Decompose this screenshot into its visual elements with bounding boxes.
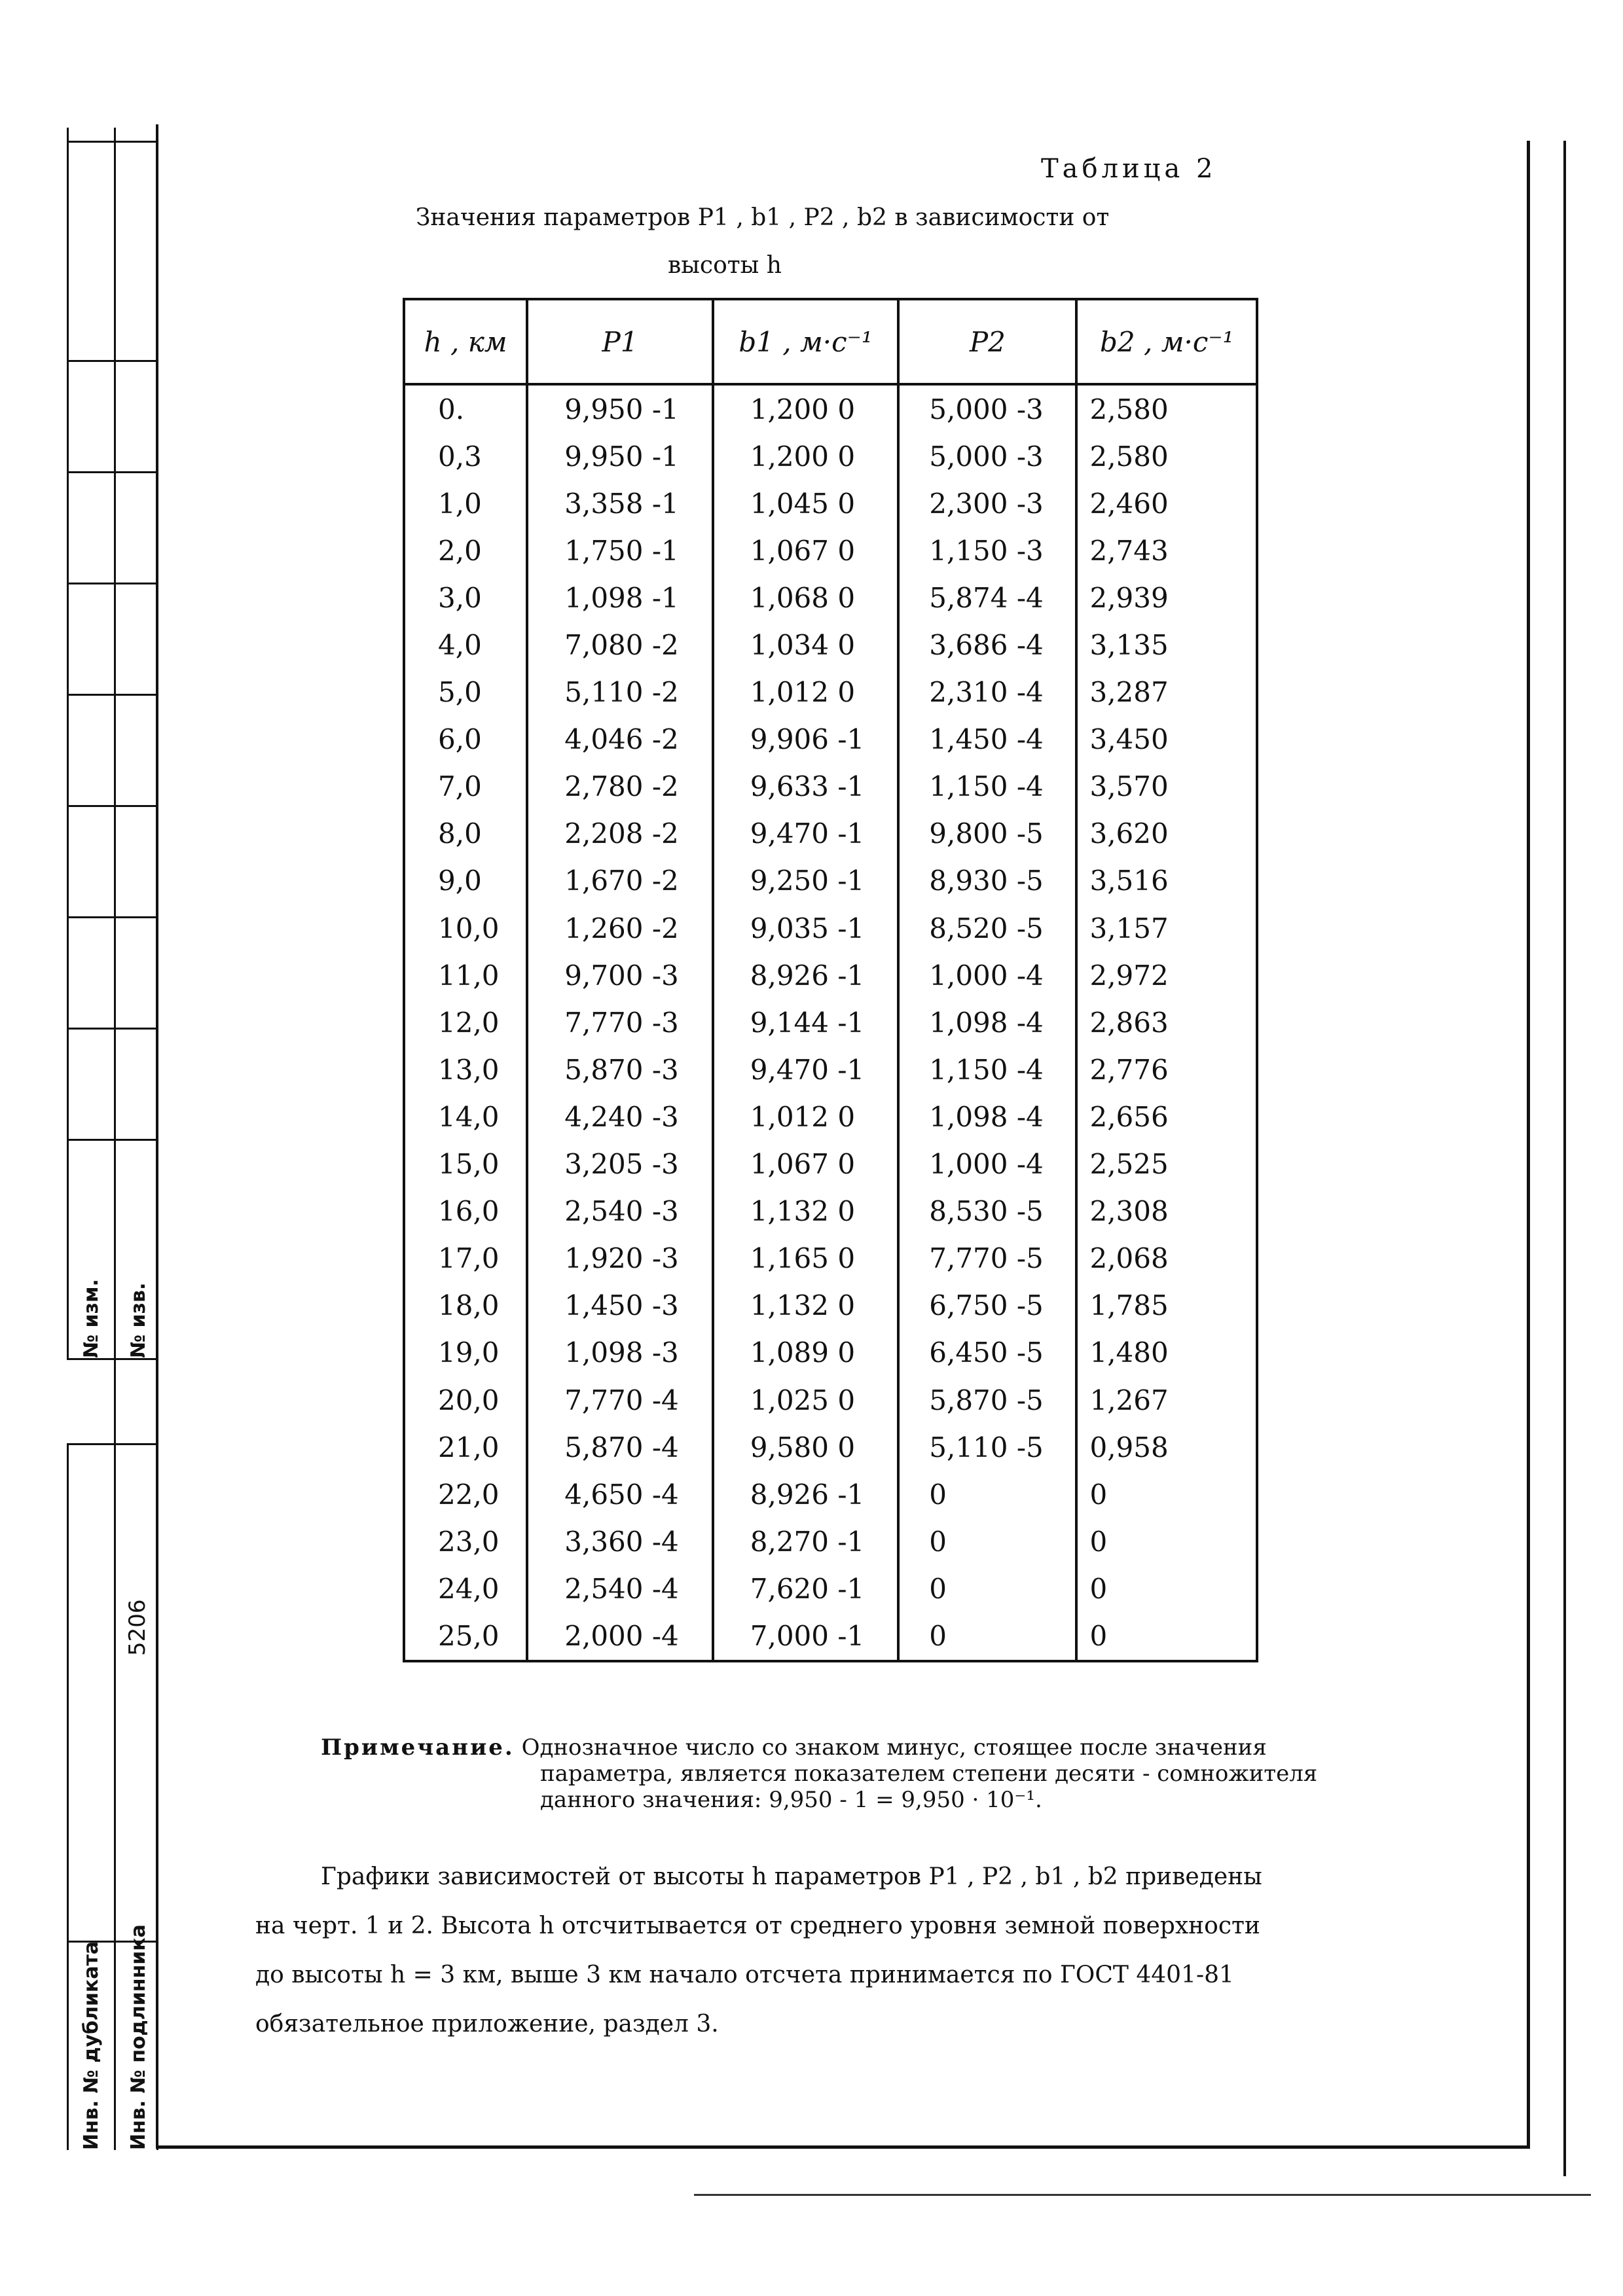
body-paragraph [255,1852,1408,2049]
cell-h: 0. [404,384,527,433]
cell-h: 2,0 [404,527,527,574]
cell-p1: 1,260 -2 [527,905,713,952]
cell-p2: 1,150 -4 [898,763,1076,810]
cell-b1: 9,906 -1 [713,716,899,763]
stamp-notice-no: № изв. [127,1282,150,1358]
cell-b1: 8,926 -1 [713,1471,899,1518]
table-row [404,1093,1257,1140]
cell-h: 3,0 [404,574,527,621]
cell-p1: 2,208 -2 [527,810,713,857]
cell-b1: 9,144 -1 [713,999,899,1046]
table-row [404,1565,1257,1612]
cell-b2: 2,972 [1076,952,1257,999]
header-p2: P2 [898,299,1076,384]
cell-b2: 0,958 [1076,1424,1257,1471]
paragraph-line-1: Графики зависимостей от высоты h параметров P1 , P2 , b1 , b2 приведены [321,1863,1262,1890]
cell-b1: 1,025 0 [713,1376,899,1424]
cell-b2: 2,776 [1076,1046,1257,1093]
table-row [404,621,1257,668]
cell-b2: 2,863 [1076,999,1257,1046]
stamp-change-no: № изм. [80,1279,103,1358]
header-b1: b1 , м·с⁻¹ [713,299,899,384]
cell-p1: 4,650 -4 [527,1471,713,1518]
table-label: Таблица 2 [1041,154,1217,184]
cell-p2: 7,770 -5 [898,1235,1076,1282]
stamp-line [67,1443,158,1445]
table-note [321,1734,1460,1813]
cell-b2: 3,157 [1076,905,1257,952]
note-line-1: Однозначное число со знаком минус, стоящее после значения [521,1734,1267,1761]
stamp-original-inv: Инв. № подлинника [127,1924,150,2150]
margin-stamp [67,128,158,2150]
cell-h: 23,0 [404,1518,527,1565]
cell-h: 18,0 [404,1282,527,1329]
cell-b2: 0 [1076,1518,1257,1565]
page-border-bottom [156,2145,1527,2149]
cell-p1: 2,540 -4 [527,1565,713,1612]
table-row [404,857,1257,905]
cell-p1: 4,046 -2 [527,716,713,763]
cell-b1: 1,067 0 [713,1141,899,1188]
stamp-line [67,1028,158,1030]
table-row [404,1188,1257,1235]
cell-p2: 1,098 -4 [898,999,1076,1046]
cell-p2: 0 [898,1565,1076,1612]
cell-h: 14,0 [404,1093,527,1140]
cell-b1: 8,270 -1 [713,1518,899,1565]
cell-b1: 1,067 0 [713,527,899,574]
cell-b1: 9,470 -1 [713,1046,899,1093]
note-line-2: параметра, является показателем степени десяти - сомножителя [540,1761,1318,1787]
cell-h: 6,0 [404,716,527,763]
table-row [404,574,1257,621]
cell-h: 11,0 [404,952,527,999]
cell-b1: 7,000 -1 [713,1612,899,1660]
stamp-line [67,583,158,584]
cell-h: 5,0 [404,669,527,716]
table-row [404,1046,1257,1093]
cell-p2: 1,098 -4 [898,1093,1076,1140]
cell-b1: 1,045 0 [713,480,899,527]
paragraph-line-2: на черт. 1 и 2. Высота h отсчитывается от среднего уровня земной поверхности [255,1912,1260,1939]
cell-h: 12,0 [404,999,527,1046]
stamp-line [67,694,158,696]
stamp-line [67,1139,158,1141]
cell-p2: 8,530 -5 [898,1188,1076,1235]
cell-p2: 2,310 -4 [898,669,1076,716]
table-row [404,905,1257,952]
cell-p1: 4,240 -3 [527,1093,713,1140]
table-row [404,669,1257,716]
cell-b2: 2,939 [1076,574,1257,621]
cell-p1: 7,770 -4 [527,1376,713,1424]
cell-b1: 1,132 0 [713,1188,899,1235]
table-row [404,480,1257,527]
cell-h: 13,0 [404,1046,527,1093]
stamp-line [67,141,158,143]
cell-b2: 1,785 [1076,1282,1257,1329]
cell-p1: 2,540 -3 [527,1188,713,1235]
cell-b1: 1,132 0 [713,1282,899,1329]
header-p1: P1 [527,299,713,384]
table-row [404,1376,1257,1424]
table-row [404,810,1257,857]
cell-b1: 1,200 0 [713,433,899,480]
parameter-table [403,298,1258,1662]
cell-b2: 2,460 [1076,480,1257,527]
cell-h: 0,3 [404,433,527,480]
cell-b2: 1,267 [1076,1376,1257,1424]
note-line-3: данного значения: 9,950 - 1 = 9,950 · 10⁻¹. [540,1787,1042,1813]
cell-p2: 8,520 -5 [898,905,1076,952]
cell-h: 19,0 [404,1329,527,1376]
cell-p1: 3,205 -3 [527,1141,713,1188]
cell-p2: 0 [898,1471,1076,1518]
paragraph-line-4: обязательное приложение, раздел 3. [255,2011,719,2037]
stamp-line [67,128,69,1358]
table-row [404,716,1257,763]
page-border-right [1527,141,1530,2149]
cell-p2: 0 [898,1518,1076,1565]
cell-p1: 1,920 -3 [527,1235,713,1282]
cell-p2: 1,000 -4 [898,952,1076,999]
cell-b2: 0 [1076,1565,1257,1612]
table-row [404,763,1257,810]
cell-h: 21,0 [404,1424,527,1471]
note-label: Примечание. [321,1734,515,1761]
cell-p2: 8,930 -5 [898,857,1076,905]
cell-b1: 1,089 0 [713,1329,899,1376]
cell-p1: 9,950 -1 [527,384,713,433]
cell-p1: 7,080 -2 [527,621,713,668]
cell-b1: 9,580 0 [713,1424,899,1471]
cell-h: 1,0 [404,480,527,527]
cell-p2: 6,750 -5 [898,1282,1076,1329]
table-row [404,384,1257,433]
cell-p2: 5,870 -5 [898,1376,1076,1424]
table-row [404,1424,1257,1471]
cell-h: 10,0 [404,905,527,952]
cell-p2: 5,000 -3 [898,433,1076,480]
cell-p1: 3,358 -1 [527,480,713,527]
cell-h: 8,0 [404,810,527,857]
cell-p2: 2,300 -3 [898,480,1076,527]
cell-b2: 2,525 [1076,1141,1257,1188]
table-caption-line-2: высоты h [668,252,782,279]
cell-h: 15,0 [404,1141,527,1188]
table-row [404,1235,1257,1282]
cell-b2: 3,570 [1076,763,1257,810]
table-row [404,1329,1257,1376]
cell-b1: 9,250 -1 [713,857,899,905]
table-row [404,1471,1257,1518]
stamp-line [67,471,158,473]
cell-p1: 5,870 -4 [527,1424,713,1471]
stamp-line [156,1358,158,2150]
cell-b1: 1,165 0 [713,1235,899,1282]
stamp-original-number: 5206 [124,1599,151,1656]
cell-b2: 3,135 [1076,621,1257,668]
cell-b1: 9,633 -1 [713,763,899,810]
cell-b1: 9,035 -1 [713,905,899,952]
cell-h: 25,0 [404,1612,527,1660]
cell-b1: 1,034 0 [713,621,899,668]
cell-b2: 2,068 [1076,1235,1257,1282]
table-row [404,1612,1257,1660]
cell-p1: 2,780 -2 [527,763,713,810]
cell-p1: 1,450 -3 [527,1282,713,1329]
cell-p2: 5,110 -5 [898,1424,1076,1471]
table-header-row [404,299,1257,384]
cell-p1: 5,110 -2 [527,669,713,716]
stamp-line [67,1358,158,1360]
cell-b2: 2,580 [1076,384,1257,433]
cell-b2: 0 [1076,1612,1257,1660]
paragraph-line-3: до высоты h = 3 км, выше 3 км начало отсчета принимается по ГОСТ 4401-81 [255,1962,1234,1988]
stamp-duplicate-inv: Инв. № дубликата [80,1941,103,2150]
cell-b2: 2,308 [1076,1188,1257,1235]
page-border-right-outer [1563,141,1566,2176]
table-caption-line-1: Значения параметров P1 , b1 , P2 , b2 в зависимости от [416,204,1110,231]
cell-h: 16,0 [404,1188,527,1235]
table-row [404,952,1257,999]
cell-p2: 1,450 -4 [898,716,1076,763]
cell-b2: 2,743 [1076,527,1257,574]
table-row [404,1518,1257,1565]
cell-p1: 1,750 -1 [527,527,713,574]
bottom-rule [694,2194,1591,2196]
cell-p2: 1,150 -4 [898,1046,1076,1093]
cell-b2: 3,450 [1076,716,1257,763]
table-body [404,384,1257,1661]
cell-b2: 0 [1076,1471,1257,1518]
cell-b2: 3,287 [1076,669,1257,716]
cell-b2: 2,656 [1076,1093,1257,1140]
cell-p1: 9,950 -1 [527,433,713,480]
cell-b1: 1,068 0 [713,574,899,621]
cell-p1: 3,360 -4 [527,1518,713,1565]
cell-h: 24,0 [404,1565,527,1612]
stamp-line [67,916,158,918]
table-row [404,527,1257,574]
cell-h: 7,0 [404,763,527,810]
cell-b2: 3,516 [1076,857,1257,905]
stamp-line [67,1443,69,2150]
stamp-line [156,128,158,1306]
cell-p1: 1,670 -2 [527,857,713,905]
cell-h: 9,0 [404,857,527,905]
cell-p1: 2,000 -4 [527,1612,713,1660]
cell-b1: 7,620 -1 [713,1565,899,1612]
table-row [404,1141,1257,1188]
table-row [404,433,1257,480]
cell-p2: 3,686 -4 [898,621,1076,668]
cell-p2: 5,000 -3 [898,384,1076,433]
cell-p2: 1,150 -3 [898,527,1076,574]
cell-b2: 3,620 [1076,810,1257,857]
cell-p1: 9,700 -3 [527,952,713,999]
cell-h: 22,0 [404,1471,527,1518]
table-row [404,1282,1257,1329]
cell-b1: 1,012 0 [713,669,899,716]
cell-b1: 1,200 0 [713,384,899,433]
cell-h: 17,0 [404,1235,527,1282]
cell-p2: 6,450 -5 [898,1329,1076,1376]
cell-b1: 9,470 -1 [713,810,899,857]
cell-h: 20,0 [404,1376,527,1424]
cell-p1: 1,098 -3 [527,1329,713,1376]
cell-b1: 1,012 0 [713,1093,899,1140]
cell-p1: 1,098 -1 [527,574,713,621]
cell-b2: 1,480 [1076,1329,1257,1376]
table-row [404,999,1257,1046]
cell-b2: 2,580 [1076,433,1257,480]
cell-p1: 5,870 -3 [527,1046,713,1093]
cell-p2: 5,874 -4 [898,574,1076,621]
cell-p2: 1,000 -4 [898,1141,1076,1188]
cell-p2: 0 [898,1612,1076,1660]
header-b2: b2 , м·с⁻¹ [1076,299,1257,384]
cell-b1: 8,926 -1 [713,952,899,999]
stamp-line [67,805,158,807]
cell-p1: 7,770 -3 [527,999,713,1046]
cell-h: 4,0 [404,621,527,668]
stamp-line [67,360,158,362]
cell-p2: 9,800 -5 [898,810,1076,857]
header-h: h , км [404,299,527,384]
